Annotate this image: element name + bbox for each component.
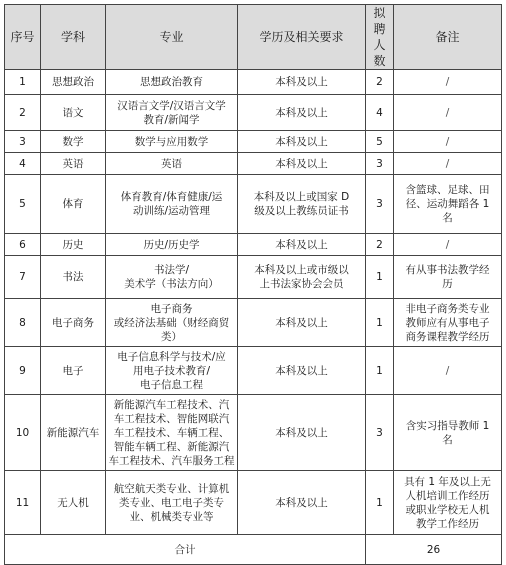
row-notes — [394, 70, 502, 95]
row-notes-line: 或职业学校无人机 — [405, 503, 490, 516]
recruitment-table — [4, 4, 502, 565]
row-notes-line: 人机培训工作经历 — [405, 489, 490, 502]
row-index: 9 — [5, 347, 41, 395]
row-major — [106, 70, 238, 95]
row-notes-line: / — [445, 238, 450, 251]
row-subject: 无人机 — [41, 471, 106, 535]
header-subject: 学科 — [41, 5, 106, 70]
row-major — [106, 131, 238, 153]
row-notes — [394, 471, 502, 535]
row-education-line: 本科及以上 — [275, 426, 328, 439]
table-row — [5, 256, 502, 299]
row-subject: 电子 — [41, 347, 106, 395]
row-notes-line: / — [445, 76, 450, 88]
row-education-line: 本科及以上 — [275, 496, 328, 509]
row-notes-line: / — [445, 135, 450, 148]
row-major — [106, 256, 238, 299]
row-major — [106, 95, 238, 131]
row-subject: 新能源汽车 — [41, 395, 106, 471]
row-education-line: 级及以上教练员证书 — [254, 205, 349, 217]
row-education-line: 本科及以上或市级以 — [254, 264, 349, 276]
row-major-line: 数学与应用数学 — [134, 135, 209, 148]
row-count: 3 — [366, 153, 394, 175]
table-row — [5, 395, 502, 471]
row-index: 8 — [5, 299, 41, 347]
header-notes: 备注 — [394, 5, 502, 70]
row-education — [238, 395, 366, 471]
table-row — [5, 234, 502, 256]
table-row — [5, 175, 502, 234]
row-notes — [394, 299, 502, 347]
row-major-line: 思想政治教育 — [140, 76, 203, 88]
row-major-line: 新能源汽车工程技术、汽 — [113, 398, 230, 411]
row-index: 4 — [5, 153, 41, 175]
row-notes-line: / — [445, 106, 450, 119]
table-row — [5, 347, 502, 395]
row-education — [238, 175, 366, 234]
header-major: 专业 — [106, 5, 238, 70]
row-index: 10 — [5, 395, 41, 471]
table-row — [5, 299, 502, 347]
row-major-line: 类） — [161, 330, 182, 343]
row-index: 3 — [5, 131, 41, 153]
row-major-line: 电子信息工程 — [140, 378, 203, 391]
row-major-line: 航空航天类专业、计算机 — [113, 482, 230, 495]
row-major — [106, 395, 238, 471]
table-row — [5, 70, 502, 95]
row-subject: 数学 — [41, 131, 106, 153]
row-major-line: 书法学/ — [153, 264, 190, 276]
row-count: 1 — [366, 471, 394, 535]
row-index: 11 — [5, 471, 41, 535]
row-education-line: 本科及以上 — [275, 76, 328, 88]
row-education — [238, 299, 366, 347]
row-major — [106, 234, 238, 256]
row-major-line: 英语 — [161, 157, 182, 170]
header-count-line2: 人数 — [373, 38, 386, 68]
header-education: 学历及相关要求 — [238, 5, 366, 70]
row-major-line: 业、机械类专业等 — [129, 510, 214, 523]
row-education-line: 本科及以上 — [275, 106, 328, 119]
row-education-line: 本科及以上 — [275, 316, 328, 329]
row-count: 5 — [366, 131, 394, 153]
row-subject: 电子商务 — [41, 299, 106, 347]
row-major — [106, 153, 238, 175]
row-major — [106, 347, 238, 395]
row-notes-line: 含实习指导教师 1 — [405, 419, 490, 432]
row-notes — [394, 153, 502, 175]
row-notes-line: 非电子商务类专业 — [405, 302, 490, 315]
row-notes-line: 历 — [442, 278, 453, 290]
row-subject: 历史 — [41, 234, 106, 256]
row-notes — [394, 95, 502, 131]
row-notes-line: 有从事书法教学经 — [405, 264, 490, 276]
row-notes — [394, 234, 502, 256]
row-notes — [394, 395, 502, 471]
row-major-line: 类专业、电工电子类专 — [119, 496, 224, 509]
row-major — [106, 299, 238, 347]
row-notes — [394, 175, 502, 234]
row-major-line: 汉语言文学/汉语言文学 — [117, 99, 226, 112]
row-notes-line: 具有 1 年及以上无 — [404, 475, 491, 488]
row-major-line: 电子信息科学与技术/应 — [117, 350, 226, 363]
row-index: 1 — [5, 70, 41, 95]
row-major — [106, 471, 238, 535]
row-count: 3 — [366, 175, 394, 234]
row-index: 2 — [5, 95, 41, 131]
row-major-line: 车工程技术、汽车服务工程 — [108, 454, 235, 467]
row-major-line: 或经济法基础（财经商贸 — [113, 316, 230, 329]
row-index: 5 — [5, 175, 41, 234]
row-education-line: 本科及以上 — [275, 157, 328, 170]
row-education — [238, 347, 366, 395]
header-count-line1: 拟聘 — [373, 6, 386, 36]
row-notes-line: 教学工作经历 — [416, 517, 479, 530]
row-subject: 语文 — [41, 95, 106, 131]
row-subject: 思想政治 — [41, 70, 106, 95]
row-education-line: 本科及以上 — [275, 238, 328, 251]
row-subject: 英语 — [41, 153, 106, 175]
row-notes — [394, 347, 502, 395]
row-notes-line: 名 — [442, 212, 453, 224]
row-count: 2 — [366, 234, 394, 256]
row-count: 1 — [366, 299, 394, 347]
table-row — [5, 471, 502, 535]
row-education — [238, 153, 366, 175]
total-label: 合计 — [5, 535, 366, 565]
row-notes-line: 名 — [442, 433, 453, 446]
row-major-line: 车工程技术、车辆工程、 — [113, 426, 230, 439]
row-education-line: 本科及以上或国家 D — [253, 191, 350, 203]
table-row — [5, 153, 502, 175]
row-education-line: 本科及以上 — [275, 364, 328, 377]
row-index: 7 — [5, 256, 41, 299]
row-count: 2 — [366, 70, 394, 95]
row-major-line: 动训练/运动管理 — [132, 205, 211, 217]
row-education — [238, 95, 366, 131]
row-notes-line: 含篮球、足球、田 — [405, 184, 490, 196]
row-major-line: 用电子技术教育/ — [132, 364, 211, 377]
row-major — [106, 175, 238, 234]
row-count: 4 — [366, 95, 394, 131]
row-notes-line: 商务课程教学经历 — [405, 330, 490, 343]
row-count: 1 — [366, 256, 394, 299]
row-count: 1 — [366, 347, 394, 395]
row-subject: 体育 — [41, 175, 106, 234]
row-notes-line: / — [445, 364, 450, 377]
row-education — [238, 70, 366, 95]
row-education-line: 上书法家协会会员 — [259, 278, 344, 290]
total-value: 26 — [366, 535, 502, 565]
row-major-line: 历史/历史学 — [143, 238, 200, 251]
row-major-line: 美术学（书法方向） — [124, 278, 219, 290]
row-major-line: 智能车辆工程、新能源汽 — [113, 440, 230, 453]
table-row — [5, 131, 502, 153]
row-education — [238, 131, 366, 153]
header-index: 序号 — [5, 5, 41, 70]
row-major-line: 车工程技术、智能网联汽 — [113, 412, 230, 425]
row-subject: 书法 — [41, 256, 106, 299]
row-notes-line: 教师应有从事电子 — [405, 316, 490, 329]
table-body — [5, 70, 502, 535]
table-row — [5, 95, 502, 131]
row-notes-line: / — [445, 157, 450, 170]
row-index: 6 — [5, 234, 41, 256]
row-major-line: 教育/新闻学 — [143, 113, 200, 126]
header-row — [5, 5, 502, 70]
row-notes — [394, 131, 502, 153]
row-education-line: 本科及以上 — [275, 135, 328, 148]
row-notes-line: 径、运动舞蹈各 1 — [405, 198, 490, 210]
row-count: 3 — [366, 395, 394, 471]
row-education — [238, 256, 366, 299]
row-education — [238, 234, 366, 256]
total-row — [5, 535, 502, 565]
header-count — [366, 5, 394, 70]
row-major-line: 体育教育/体育健康/运 — [120, 191, 223, 203]
row-notes — [394, 256, 502, 299]
row-major-line: 电子商务 — [150, 302, 193, 315]
row-education — [238, 471, 366, 535]
